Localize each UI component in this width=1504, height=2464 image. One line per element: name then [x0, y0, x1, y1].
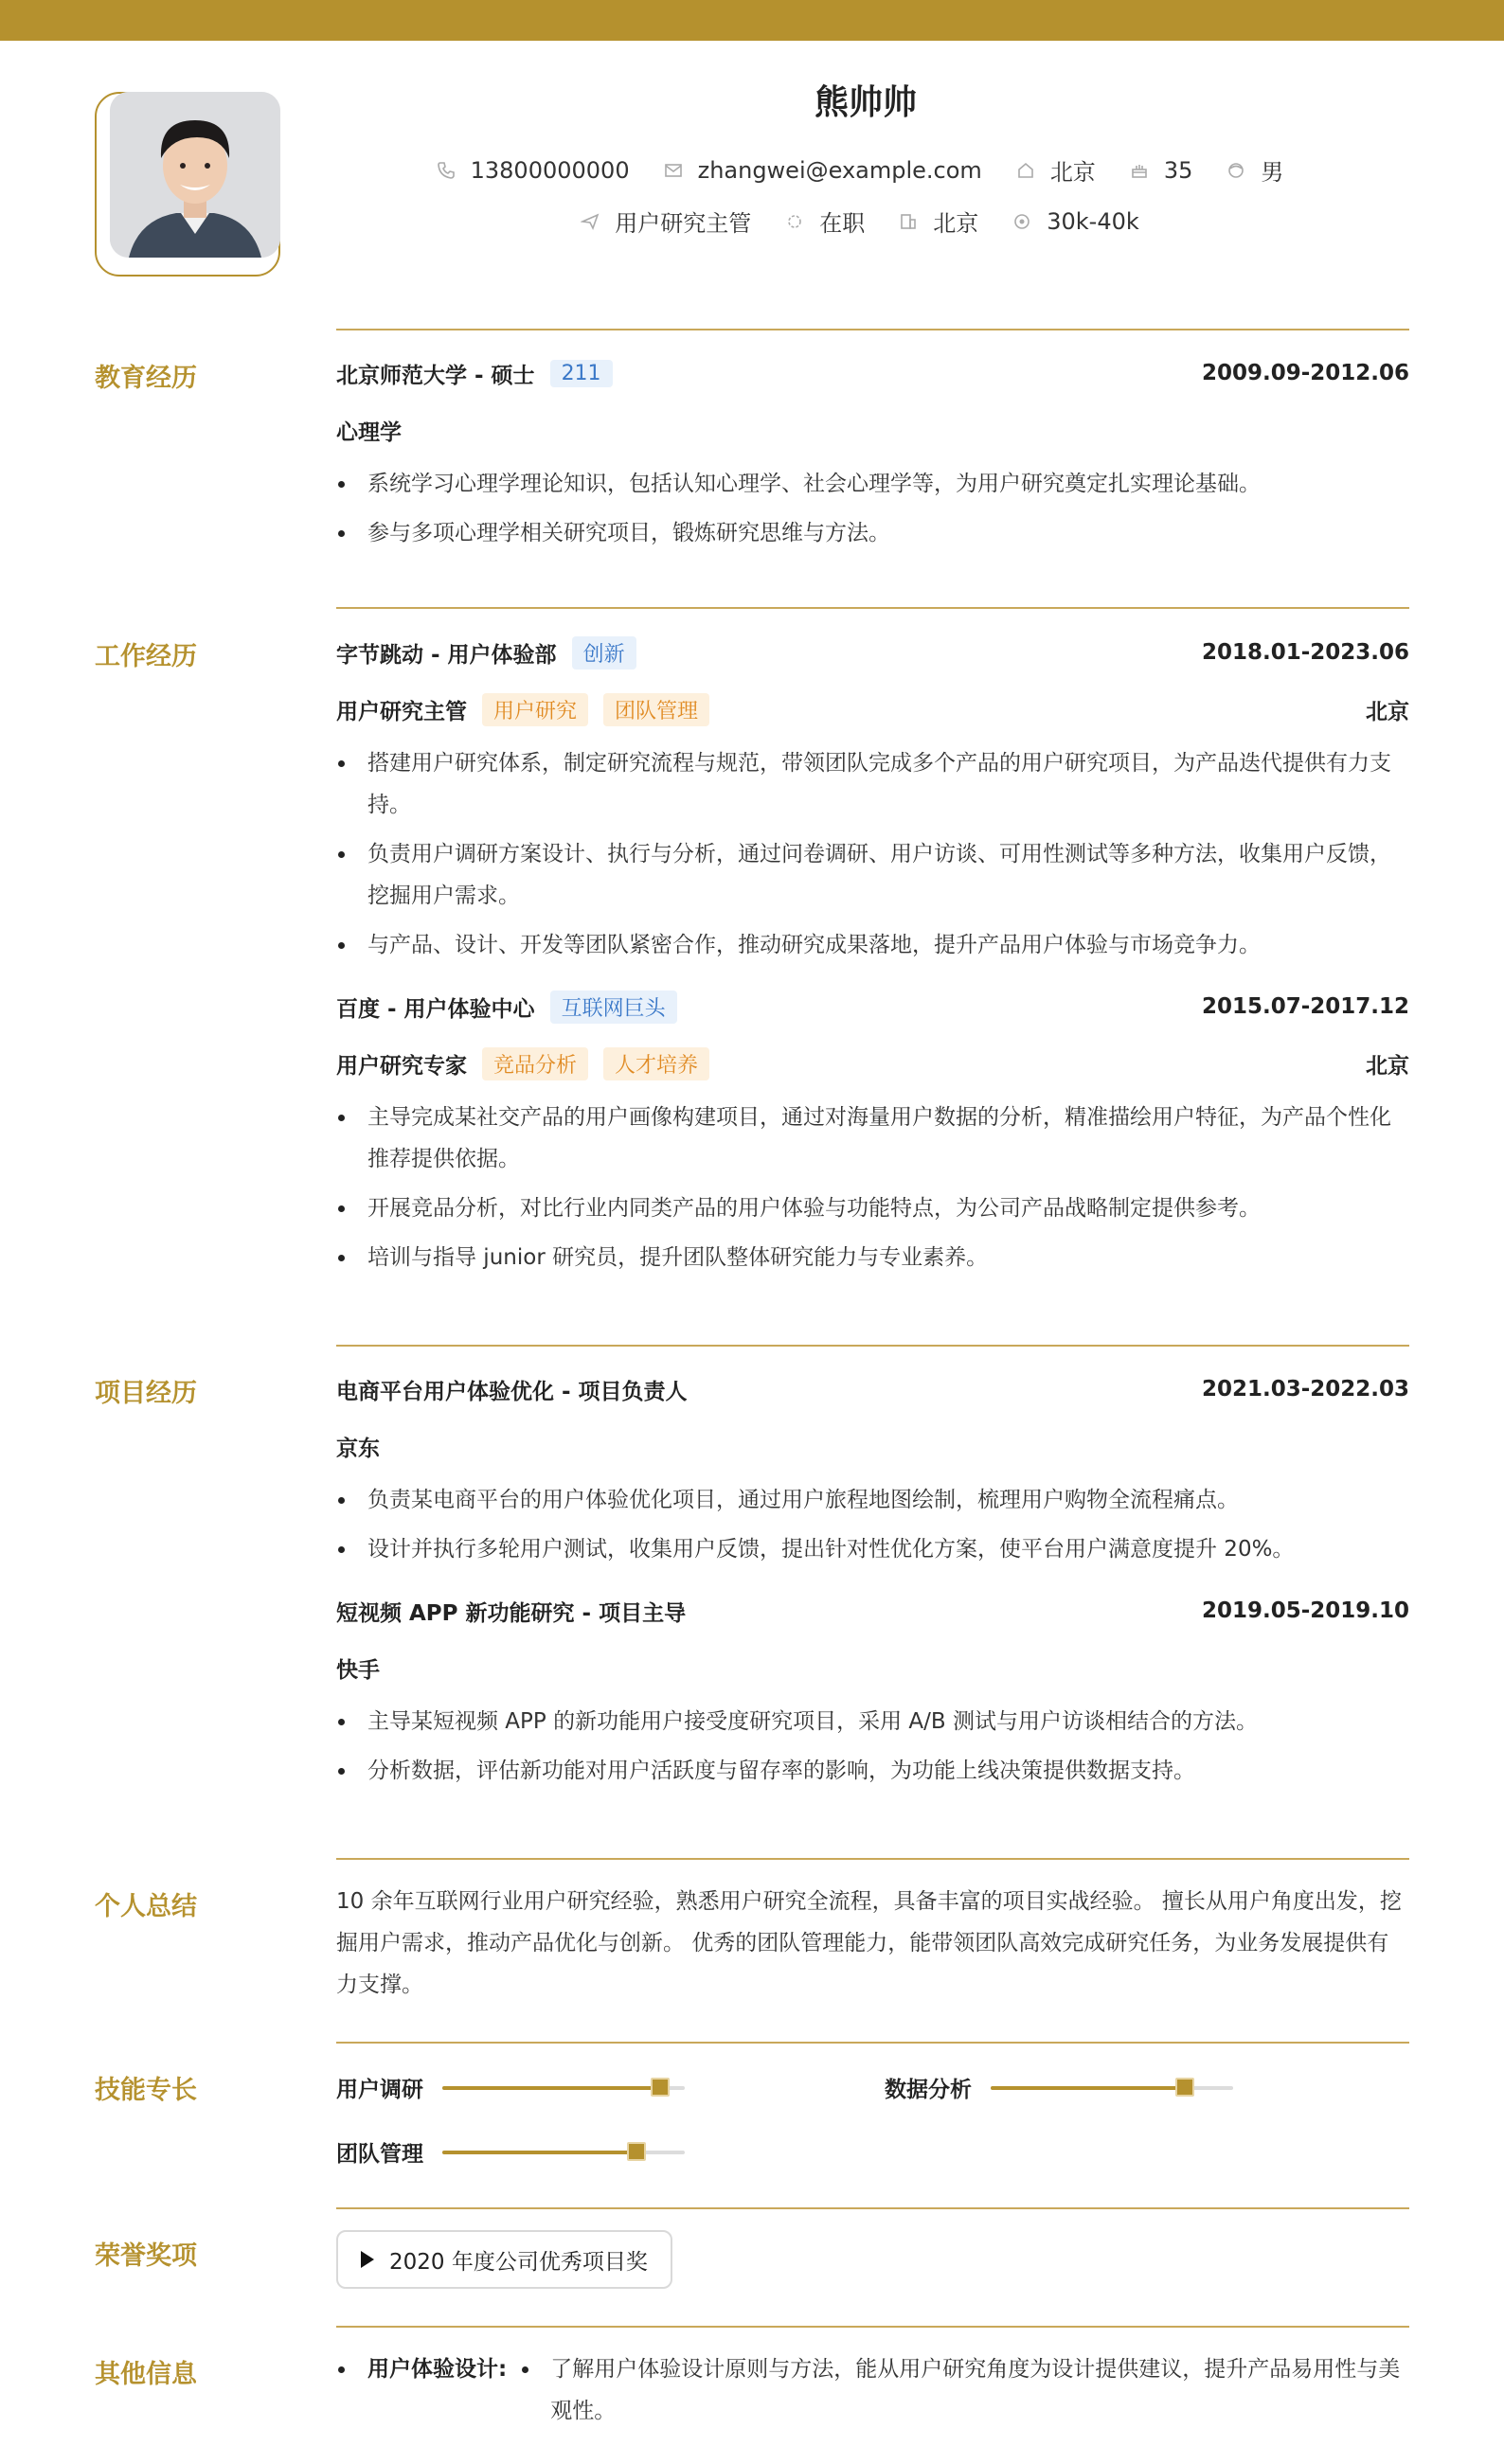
- list-item: 负责用户调研方案设计、执行与分析，通过问卷调研、用户访谈、可用性测试等多种方法，收集用户反馈，挖掘用户需求。: [336, 833, 1409, 917]
- skill-bar-knob: [651, 2078, 670, 2097]
- major-row: [336, 416, 1409, 444]
- role-tag: 用户研究: [482, 693, 588, 726]
- summary-section: [336, 1881, 1409, 2006]
- other-item-value: 了解用户体验设计原则与方法，能从用户研究角度为设计提供建议，提升产品易用性与美观性。: [518, 2348, 1409, 2432]
- school-tag: 211: [550, 360, 613, 387]
- project-org: 快手: [336, 1657, 380, 1683]
- company-tag: 创新: [572, 636, 636, 670]
- skill-item: [336, 2136, 685, 2168]
- skill-bar-fill: [991, 2086, 1185, 2090]
- skill-bar: [442, 2086, 685, 2090]
- project-org-row: [336, 1432, 1409, 1460]
- award-item-button[interactable]: [336, 2230, 672, 2289]
- section-divider: [336, 1858, 1409, 1860]
- target-role-text: 用户研究主管: [615, 210, 752, 237]
- skill-item: [336, 2072, 685, 2103]
- work-section: [336, 638, 1409, 1278]
- project-org-row: [336, 1653, 1409, 1682]
- skill-name: 数据分析: [885, 2078, 972, 2102]
- home-city-item: [1016, 153, 1096, 187]
- skill-name: 团队管理: [336, 2142, 423, 2167]
- home-icon: [1016, 161, 1035, 180]
- job-city: 北京: [1366, 1053, 1409, 1079]
- phone-text: 13800000000: [470, 156, 630, 184]
- skill-bar: [442, 2151, 685, 2154]
- role-name: 用户研究专家: [336, 1053, 467, 1079]
- job-date: 2015.07-2017.12: [1201, 994, 1409, 1019]
- skill-bar-fill: [442, 2151, 636, 2154]
- target-city-item: [899, 205, 978, 238]
- skill-bar: [991, 2086, 1233, 2090]
- education-bullets: [336, 463, 1409, 554]
- skill-bar-knob: [627, 2142, 646, 2161]
- project-org: 京东: [336, 1436, 380, 1461]
- education-title: 教育经历: [95, 364, 197, 393]
- award-label: 2020 年度公司优秀项目奖: [389, 2249, 648, 2275]
- play-icon: [361, 2251, 374, 2268]
- cake-icon: [1130, 161, 1149, 180]
- skill-bar-knob: [1175, 2078, 1194, 2097]
- list-item: 主导完成某社交产品的用户画像构建项目，通过对海量用户数据的分析，精准描绘用户特征，为产品个性化推荐提供依据。: [336, 1097, 1409, 1180]
- company-name: 百度 - 用户体验中心: [336, 996, 535, 1022]
- building-icon: [899, 212, 918, 231]
- project-bullets: [336, 1701, 1409, 1792]
- projects-title: 项目经历: [95, 1379, 197, 1408]
- project-bullets: [336, 1479, 1409, 1570]
- role-tag: 团队管理: [603, 693, 709, 726]
- age-text: 35: [1163, 156, 1193, 184]
- status-icon: [785, 212, 804, 231]
- top-accent-bar: [0, 0, 1504, 41]
- list-item: 培训与指导 junior 研究员，提升团队整体研究能力与专业素养。: [336, 1237, 1409, 1278]
- gender-icon: [1226, 161, 1245, 180]
- section-divider: [336, 1345, 1409, 1347]
- email-text: zhangwei@example.com: [697, 156, 982, 184]
- summary-title: 个人总结: [95, 1892, 197, 1921]
- skills-title: 技能专长: [95, 2076, 197, 2105]
- list-item: 分析数据，评估新功能对用户活跃度与留存率的影响，为功能上线决策提供数据支持。: [336, 1750, 1409, 1792]
- work-title: 工作经历: [95, 642, 197, 671]
- role-row: [336, 1049, 1409, 1078]
- other-section: [336, 2348, 1409, 2432]
- role-name: 用户研究主管: [336, 699, 467, 724]
- list-item: 负责某电商平台的用户体验优化项目，通过用户旅程地图绘制，梳理用户购物全流程痛点。: [336, 1479, 1409, 1521]
- skill-name: 用户调研: [336, 2078, 423, 2102]
- company-name: 字节跳动 - 用户体验部: [336, 642, 557, 668]
- job-bullets: [336, 742, 1409, 966]
- awards-section: [336, 2230, 1409, 2289]
- project-name: 电商平台用户体验优化 - 项目负责人: [336, 1379, 688, 1404]
- job-header: [336, 638, 1409, 667]
- education-date: 2009.09-2012.06: [1201, 361, 1409, 385]
- status-text: 在职: [819, 210, 866, 237]
- list-item: 搭建用户研究体系，制定研究流程与规范，带领团队完成多个产品的用户研究项目，为产品迭代提供有力支持。: [336, 742, 1409, 826]
- list-item: 设计并执行多轮用户测试，收集用户反馈，提出针对性优化方案，使平台用户满意度提升 20%。: [336, 1528, 1409, 1570]
- age-item: [1130, 157, 1193, 184]
- mail-icon: [664, 161, 683, 180]
- project-date: 2019.05-2019.10: [1201, 1598, 1409, 1623]
- role-tag: 竞品分析: [482, 1047, 588, 1080]
- skill-item: [885, 2072, 1233, 2103]
- job-bullets: [336, 1097, 1409, 1278]
- send-icon: [581, 212, 600, 231]
- status-item: [785, 205, 865, 238]
- major: 心理学: [336, 420, 402, 445]
- phone-icon: [437, 161, 456, 180]
- summary-text: 10 余年互联网行业用户研究经验，熟悉用户研究全流程，具备丰富的项目实战经验。 擅长从用户角度出发，挖掘用户需求，推动产品优化与创新。 优秀的团队管理能力，能带领团队高效完成研究任务，为业务发展提供有力支撑。: [336, 1889, 1402, 1997]
- project-date: 2021.03-2022.03: [1201, 1377, 1409, 1402]
- projects-section: [336, 1375, 1409, 1792]
- list-item: 与产品、设计、开发等团队紧密合作，推动研究成果落地，提升产品用户体验与市场竞争力。: [336, 924, 1409, 966]
- other-item: [336, 2348, 1409, 2432]
- salary-text: 30k-40k: [1047, 207, 1139, 235]
- skill-bar-fill: [442, 2086, 660, 2090]
- other-item-label: 用户体验设计:: [336, 2348, 507, 2432]
- project-name: 短视频 APP 新功能研究 - 项目主导: [336, 1600, 687, 1626]
- candidate-name: 熊帅帅: [814, 83, 917, 122]
- job-city: 北京: [1366, 699, 1409, 724]
- section-divider: [336, 2042, 1409, 2044]
- target-city-text: 北京: [933, 210, 979, 237]
- phone-item: [437, 157, 630, 184]
- role-tag: 人才培养: [603, 1047, 709, 1080]
- project-header: [336, 1597, 1409, 1625]
- list-item: 参与多项心理学相关研究项目，锻炼研究思维与方法。: [336, 512, 1409, 554]
- section-divider: [336, 607, 1409, 609]
- awards-title: 荣誉奖项: [95, 2241, 197, 2271]
- education-section: [336, 359, 1409, 554]
- money-icon: [1012, 212, 1031, 231]
- gender-item: [1226, 153, 1283, 187]
- gender-text: 男: [1261, 159, 1284, 186]
- list-item: 开展竞品分析，对比行业内同类产品的用户体验与功能特点，为公司产品战略制定提供参考。: [336, 1187, 1409, 1229]
- contact-info-row: [284, 153, 1436, 187]
- home-city-text: 北京: [1049, 159, 1096, 186]
- project-header: [336, 1375, 1409, 1403]
- job-intent-row: [284, 205, 1436, 238]
- other-title: 其他信息: [95, 2360, 197, 2389]
- job-date: 2018.01-2023.06: [1201, 640, 1409, 665]
- email-item: [664, 157, 982, 184]
- list-item: 主导某短视频 APP 的新功能用户接受度研究项目，采用 A/B 测试与用户访谈相结合的方法。: [336, 1701, 1409, 1742]
- salary-item: [1012, 208, 1139, 235]
- target-role-item: [581, 205, 751, 238]
- job-header: [336, 992, 1409, 1021]
- section-divider: [336, 2207, 1409, 2209]
- education-header: [336, 359, 1409, 387]
- role-row: [336, 695, 1409, 723]
- section-divider: [336, 2326, 1409, 2328]
- section-divider: [336, 329, 1409, 330]
- company-tag: 互联网巨头: [550, 991, 677, 1024]
- school-name: 北京师范大学 - 硕士: [336, 363, 535, 388]
- list-item: 系统学习心理学理论知识，包括认知心理学、社会心理学等，为用户研究奠定扎实理论基础。: [336, 463, 1409, 505]
